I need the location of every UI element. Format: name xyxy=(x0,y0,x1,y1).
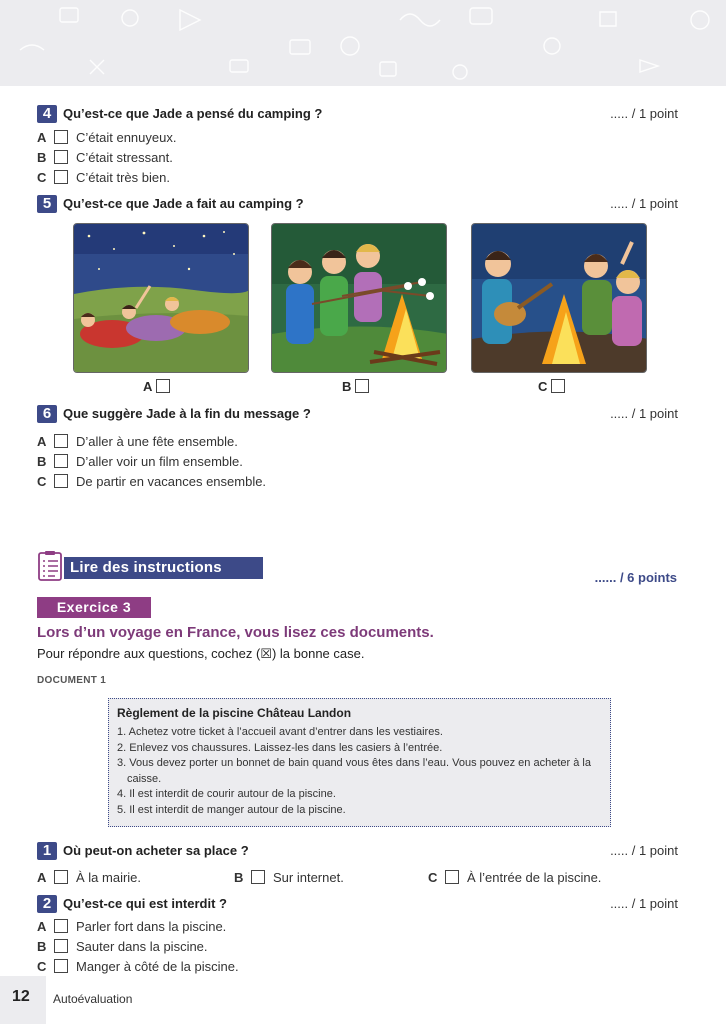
option-text: D’aller à une fête ensemble. xyxy=(76,434,238,449)
doodle-pattern xyxy=(0,0,726,86)
checkbox[interactable] xyxy=(54,919,68,933)
checkbox[interactable] xyxy=(251,870,265,884)
checkbox[interactable] xyxy=(551,379,565,393)
page-number: 12 xyxy=(12,988,30,1005)
question-points: ..... / 1 point xyxy=(610,196,678,211)
checkbox[interactable] xyxy=(445,870,459,884)
checkbox[interactable] xyxy=(54,870,68,884)
picture-b-choice[interactable] xyxy=(342,379,369,397)
question-text: Qu’est-ce qui est interdit ? xyxy=(63,896,227,911)
checkbox[interactable] xyxy=(156,379,170,393)
question-2 xyxy=(37,895,682,915)
checkbox[interactable] xyxy=(54,959,68,973)
picture-b-marshmallows xyxy=(271,223,447,373)
option-text: C’était très bien. xyxy=(76,170,170,185)
rule-item: 4. Il est interdit de courir autour de la piscine. xyxy=(117,788,336,801)
option-text: Manger à côté de la piscine. xyxy=(76,959,239,974)
checkbox[interactable] xyxy=(54,150,68,164)
checkbox[interactable] xyxy=(54,939,68,953)
picture-c-choice[interactable] xyxy=(538,379,565,397)
question-points: ..... / 1 point xyxy=(610,406,678,421)
checkbox[interactable] xyxy=(54,474,68,488)
picture-a-choice[interactable] xyxy=(143,379,170,397)
rule-item: 5. Il est interdit de manger autour de la piscine. xyxy=(117,803,346,816)
rules-list xyxy=(117,725,602,819)
checkbox[interactable] xyxy=(355,379,369,393)
checkbox[interactable] xyxy=(54,170,68,184)
option-text: Parler fort dans la piscine. xyxy=(76,919,227,934)
option-letter: A xyxy=(37,870,47,885)
picture-a-sleeping-bags xyxy=(73,223,249,373)
option-letter: C xyxy=(538,379,548,394)
document-title: Règlement de la piscine Château Landon xyxy=(117,706,352,720)
question-number: 1 xyxy=(37,842,57,860)
option-letter: C xyxy=(37,170,47,185)
option-letter: A xyxy=(37,434,47,449)
section-points: ...... / 6 points xyxy=(594,570,677,585)
option-letter: C xyxy=(37,959,47,974)
option-text: À la mairie. xyxy=(76,870,142,885)
question-text: Que suggère Jade à la fin du message ? xyxy=(63,406,311,421)
option-text: À l’entrée de la piscine. xyxy=(467,870,602,885)
option-letter: B xyxy=(37,454,47,469)
page-footer xyxy=(0,976,726,1024)
option-letter: C xyxy=(37,474,47,489)
option-text: Sur internet. xyxy=(273,870,344,885)
option-letter: B xyxy=(37,150,47,165)
question-5 xyxy=(37,195,682,215)
option-letter: B xyxy=(234,870,244,885)
question-text: Qu’est-ce que Jade a fait au camping ? xyxy=(63,196,304,211)
footer-label: Autoévaluation xyxy=(53,992,133,1006)
question-4 xyxy=(37,105,682,125)
question-text: Qu’est-ce que Jade a pensé du camping ? xyxy=(63,106,323,121)
option-letter: B xyxy=(37,939,47,954)
option-text: D’aller voir un film ensemble. xyxy=(76,454,243,469)
rule-item: 3. Vous devez porter un bonnet de bain quand vous êtes dans l’eau. Vous pouvez en acheter à la caisse. xyxy=(117,757,591,785)
question-number: 4 xyxy=(37,105,57,123)
exercise-instruction: Pour répondre aux questions, cochez (☒) la bonne case. xyxy=(37,646,365,661)
question-1 xyxy=(37,842,682,862)
question-number: 2 xyxy=(37,895,57,913)
exercise-label: Exercice 3 xyxy=(37,597,151,618)
picture-c-guitar-campfire xyxy=(471,223,647,373)
option-letter: A xyxy=(37,130,47,145)
checkbox[interactable] xyxy=(54,454,68,468)
question-text: Où peut-on acheter sa place ? xyxy=(63,843,249,858)
checkbox[interactable] xyxy=(54,434,68,448)
question-points: ..... / 1 point xyxy=(610,896,678,911)
checklist-icon xyxy=(37,550,65,582)
checkbox[interactable] xyxy=(54,130,68,144)
question-6 xyxy=(37,405,682,425)
exercise-lead: Lors d’un voyage en France, vous lisez ces documents. xyxy=(37,624,434,641)
document-label: DOCUMENT 1 xyxy=(37,675,107,686)
option-letter: A xyxy=(143,379,153,394)
option-text: Sauter dans la piscine. xyxy=(76,939,208,954)
option-text: C’était ennuyeux. xyxy=(76,130,177,145)
option-letter: A xyxy=(37,919,47,934)
question-points: ..... / 1 point xyxy=(610,843,678,858)
question-number: 5 xyxy=(37,195,57,213)
option-text: C’était stressant. xyxy=(76,150,173,165)
header-decorative-band xyxy=(0,0,726,86)
section-title: Lire des instructions xyxy=(64,557,263,579)
option-letter: C xyxy=(428,870,438,885)
question-number: 6 xyxy=(37,405,57,423)
document-rules-box xyxy=(108,698,611,827)
rule-item: 2. Enlevez vos chaussures. Laissez-les dans les casiers à l’entrée. xyxy=(117,741,443,754)
question-points: ..... / 1 point xyxy=(610,106,678,121)
option-letter: B xyxy=(342,379,352,394)
option-text: De partir en vacances ensemble. xyxy=(76,474,267,489)
rule-item: 1. Achetez votre ticket à l’accueil avant d’entrer dans les vestiaires. xyxy=(117,726,443,738)
